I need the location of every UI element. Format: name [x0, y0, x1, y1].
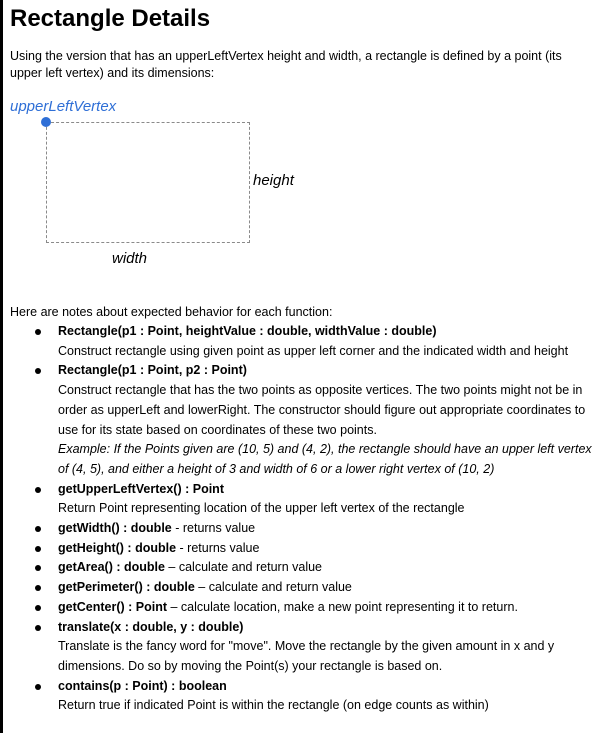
function-inline-note: – calculate and return value: [164, 560, 322, 575]
function-description: Return Point representing location of the upper left vertex of the rectangle: [58, 501, 465, 516]
width-label: width: [112, 250, 148, 267]
function-list: [8, 322, 600, 716]
bullet-icon: [35, 684, 41, 690]
function-description: Return true if indicated Point is within the rectangle (on edge counts as within): [58, 698, 489, 713]
function-item: [8, 480, 600, 519]
function-example: Example: If the Points given are (10, 5) and (4, 2), the rectangle should have an upper left vertex of (4, 5), and either a height of 3 and width of 6 or a lower right vertex of (10, 2): [58, 442, 592, 476]
bullet-icon: [35, 605, 41, 611]
bullet-icon: [35, 526, 41, 532]
upper-left-vertex-dot: [41, 117, 51, 127]
function-signature: getCenter() : Point: [58, 599, 168, 614]
function-item: [8, 558, 600, 578]
notes-intro: Here are notes about expected behavior for each function:: [10, 305, 333, 319]
function-signature: Rectangle(p1 : Point, p2 : Point): [58, 363, 247, 378]
bullet-icon: [35, 368, 41, 374]
function-signature: getPerimeter() : double: [58, 580, 195, 595]
function-signature: getArea() : double: [58, 560, 165, 575]
function-signature: translate(x : double, y : double): [58, 619, 244, 634]
function-signature: getUpperLeftVertex() : Point: [58, 481, 224, 496]
page-title: Rectangle Details: [10, 5, 211, 32]
function-item: [8, 598, 600, 618]
height-label: height: [253, 172, 294, 189]
function-description: Construct rectangle that has the two points as opposite vertices. The two points might not be in order as upperLeft and lowerRight. The constructor should figure out appropriate coordinates to use for its state based on coordinates of these two points.: [58, 383, 586, 437]
left-margin-bar: [0, 0, 3, 733]
bullet-icon: [35, 487, 41, 493]
function-item: [8, 322, 600, 361]
function-item: [8, 519, 600, 539]
bullet-icon: [35, 565, 41, 571]
function-inline-note: - returns value: [176, 540, 260, 555]
function-inline-note: – calculate location, make a new point representing it to return.: [167, 599, 518, 614]
function-item: [8, 578, 600, 598]
function-item: [8, 361, 600, 479]
bullet-icon: [35, 625, 41, 631]
function-signature: getHeight() : double: [58, 540, 177, 555]
function-signature: contains(p : Point) : boolean: [58, 678, 227, 693]
bullet-icon: [35, 585, 41, 591]
function-item: [8, 618, 600, 677]
upper-left-vertex-label: upperLeftVertex: [10, 98, 117, 115]
intro-paragraph: Using the version that has an upperLeftVertex height and width, a rectangle is defined by a point (its upper left vertex) and its dimensions:: [10, 49, 562, 80]
function-inline-note: – calculate and return value: [194, 580, 352, 595]
function-description: Construct rectangle using given point as upper left corner and the indicated width and height: [58, 343, 569, 358]
bullet-icon: [35, 546, 41, 552]
bullet-icon: [35, 329, 41, 335]
rectangle-shape: [46, 122, 250, 243]
function-signature: getWidth() : double: [58, 521, 172, 536]
function-signature: Rectangle(p1 : Point, heightValue : double, widthValue : double): [58, 324, 437, 338]
function-inline-note: - returns value: [171, 521, 256, 536]
function-item: [8, 677, 600, 716]
function-item: [8, 539, 600, 559]
function-description: Translate is the fancy word for "move". Move the rectangle by the given amount in x and y dimensions. Do so by moving the Point(s) your rectangle is based on.: [58, 639, 555, 673]
